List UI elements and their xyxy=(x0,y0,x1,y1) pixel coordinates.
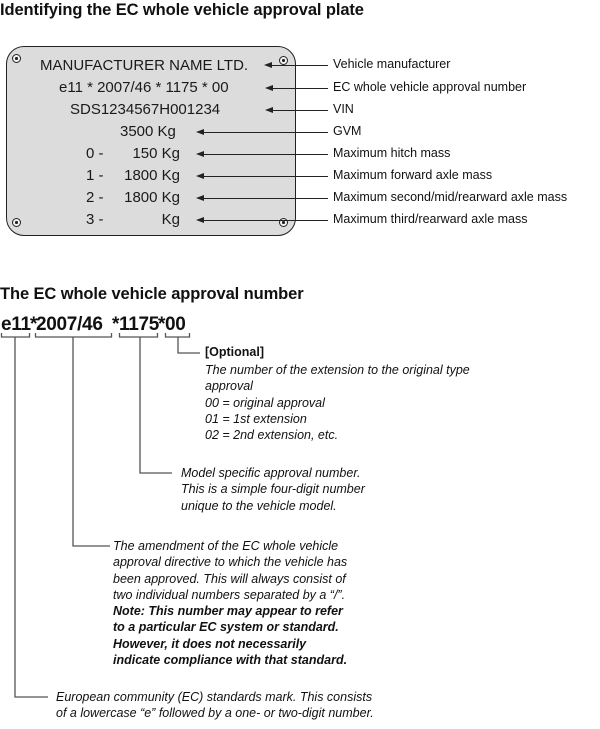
ec-mark-description xyxy=(56,689,374,722)
optional-line: 00 = original approval xyxy=(205,395,325,410)
section-title-plate: Identifying the EC whole vehicle approval plate xyxy=(0,1,364,19)
connector-extension xyxy=(178,337,200,353)
optional-line: 02 = 2nd extension, etc. xyxy=(205,428,339,443)
label-third-axle-mass: Maximum third/rearward axle mass xyxy=(333,212,528,226)
optional-heading: [Optional] xyxy=(205,345,265,359)
label-second-axle-mass: Maximum second/mid/rearward axle mass xyxy=(333,190,568,204)
bracket-extension xyxy=(166,333,190,337)
connector-model xyxy=(140,337,172,473)
plate-gvm: 3500 Kg xyxy=(120,123,176,140)
plate-axle3-prefix: 3 - xyxy=(86,211,104,228)
bracket-model-number xyxy=(120,333,158,337)
label-forward-axle-mass: Maximum forward axle mass xyxy=(333,168,493,182)
label-approval-number: EC whole vehicle approval number xyxy=(333,80,527,94)
ec-mark-line: European community (EC) standards mark. This consists xyxy=(56,690,373,704)
part-model-number: 1175 xyxy=(119,314,160,335)
ec-mark-line: of a lowercase “e” followed by a one- or two-digit number. xyxy=(56,706,374,721)
note-line: However, it does not necessarily xyxy=(113,636,307,651)
model-line: This is a simple four-digit number xyxy=(181,482,365,497)
section-title-approval-number: The EC whole vehicle approval number xyxy=(0,285,304,303)
note-line: Note: This number may appear to refer xyxy=(113,604,343,619)
connector-ec-mark xyxy=(15,337,48,697)
plate-axle2-prefix: 2 - xyxy=(86,189,104,206)
plate-hitch-value: 150 Kg xyxy=(132,145,180,162)
optional-line: 01 = 1st extension xyxy=(205,411,307,426)
part-ec-mark: e11 xyxy=(1,314,31,335)
amendment-line: been approved. This will always consist of xyxy=(113,571,346,586)
separator: * xyxy=(30,314,38,335)
plate-approval-number: e11 * 2007/46 * 1175 * 00 xyxy=(59,79,229,96)
bracket-directive xyxy=(36,333,112,337)
model-description xyxy=(181,465,365,514)
optional-line: approval xyxy=(205,379,253,394)
amendment-line: approval directive to which the vehicle has xyxy=(113,555,348,570)
amendment-line: two individual numbers separated by a “/”. xyxy=(113,587,346,602)
optional-line: The number of the extension to the original type xyxy=(205,363,470,377)
plate-axle1-value: 1800 Kg xyxy=(124,167,180,184)
label-gvm: GVM xyxy=(333,124,362,138)
note-line: to a particular EC system or standard. xyxy=(113,620,339,635)
model-line: unique to the vehicle model. xyxy=(181,498,337,513)
model-line: Model specific approval number. xyxy=(181,466,361,480)
plate-vin: SDS1234567H001234 xyxy=(70,101,221,118)
amendment-line: The amendment of the EC whole vehicle xyxy=(113,539,339,553)
part-extension: 00 xyxy=(165,314,186,335)
separator: * xyxy=(158,314,166,335)
bracket-ec-mark xyxy=(2,333,30,337)
label-vin: VIN xyxy=(333,102,354,116)
label-vehicle-manufacturer: Vehicle manufacturer xyxy=(333,57,451,71)
connector-directive xyxy=(73,337,110,546)
amendment-description xyxy=(113,538,347,668)
label-hitch-mass: Maximum hitch mass xyxy=(333,146,451,160)
part-directive: 2007/46 xyxy=(36,314,103,335)
plate-axle2-value: 1800 Kg xyxy=(124,189,180,206)
plate-manufacturer: MANUFACTURER NAME LTD. xyxy=(40,57,249,74)
plate-axle3-value: Kg xyxy=(161,211,180,228)
plate-hitch-prefix: 0 - xyxy=(86,145,104,162)
note-line: indicate compliance with that standard. xyxy=(113,653,348,668)
optional-description xyxy=(205,362,470,443)
plate-axle1-prefix: 1 - xyxy=(86,167,104,184)
separator: * xyxy=(112,314,120,335)
